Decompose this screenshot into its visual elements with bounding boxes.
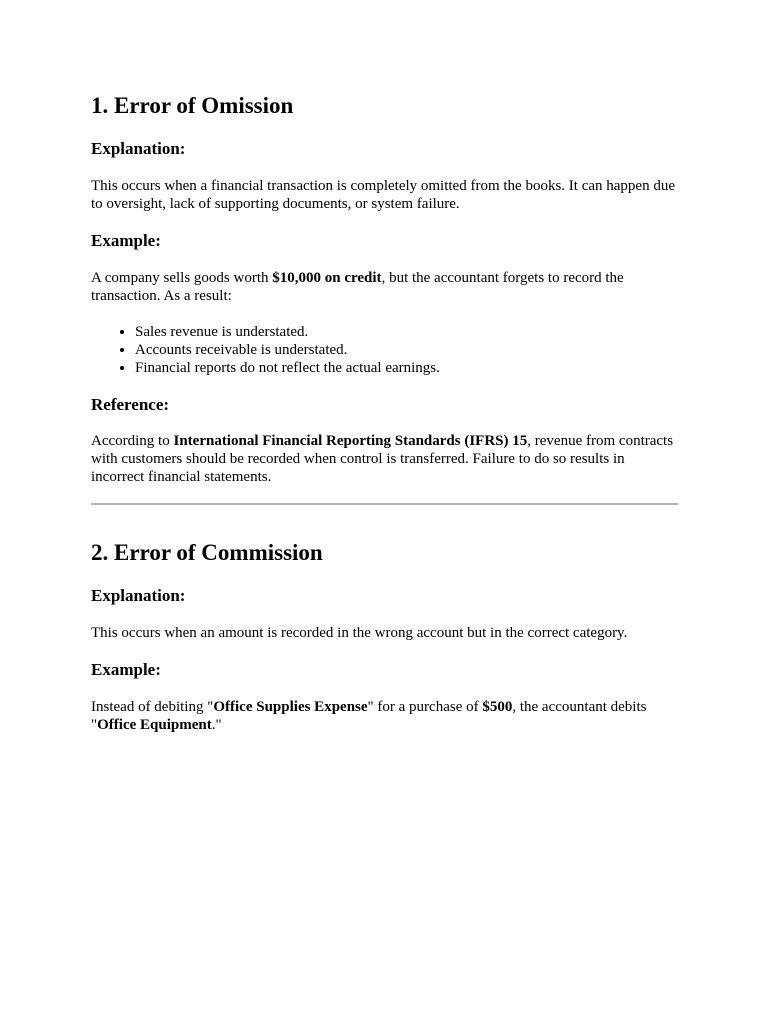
example2-part1: Instead of debiting " [91,699,214,715]
section-2-example-heading: Example: [91,660,161,679]
list-item: • Financial reports do not reflect the actual earnings. [135,359,722,377]
list-item: • Sales revenue is understated. [135,323,722,341]
section-2-explanation-heading: Explanation: [91,586,186,605]
example2-part2: " for a purchase of [367,699,483,715]
reference-post: , revenue from contracts with customers should be recorded when control is transferred. Failure to do so results in incorrect financial statements. [91,433,674,485]
section-1-reference-text [91,432,678,486]
example2-part4: ." [211,717,222,733]
example-intro-post: , but the accountant forgets to record the transaction. As a result: [91,270,624,304]
section-2-example-text [91,698,678,734]
list-item: • Accounts receivable is understated. [135,341,722,359]
section-1-title: 1. Error of Omission [91,93,294,118]
reference-pre: According to [91,433,174,449]
example2-bold2: $500 [482,699,513,715]
example2-part3: , the accountant debits " [91,699,647,733]
section-1-explanation-text: This occurs when a financial transaction is completely omitted from the books. It can happen due to oversight, lack of supporting documents, or system failure. [91,178,675,212]
reference-bold: International Financial Reporting Standards (IFRS) 15 [173,433,528,449]
section-1-reference-heading: Reference: [91,395,170,414]
section-1-example-heading: Example: [91,231,161,250]
section-divider [91,503,678,505]
example-intro-pre: A company sells goods worth [91,270,273,286]
section-2-title: 2. Error of Commission [91,540,323,565]
example2-bold3: Office Equipment [97,717,212,733]
example2-bold1: Office Supplies Expense [213,699,368,715]
section-2-explanation-text: This occurs when an amount is recorded in the wrong account but in the correct category. [91,625,628,641]
section-1-explanation-heading: Explanation: [91,139,186,158]
section-1-example-text [91,269,678,305]
example-intro-bold: $10,000 on credit [272,270,382,286]
section-1-bullet-list [91,323,722,377]
